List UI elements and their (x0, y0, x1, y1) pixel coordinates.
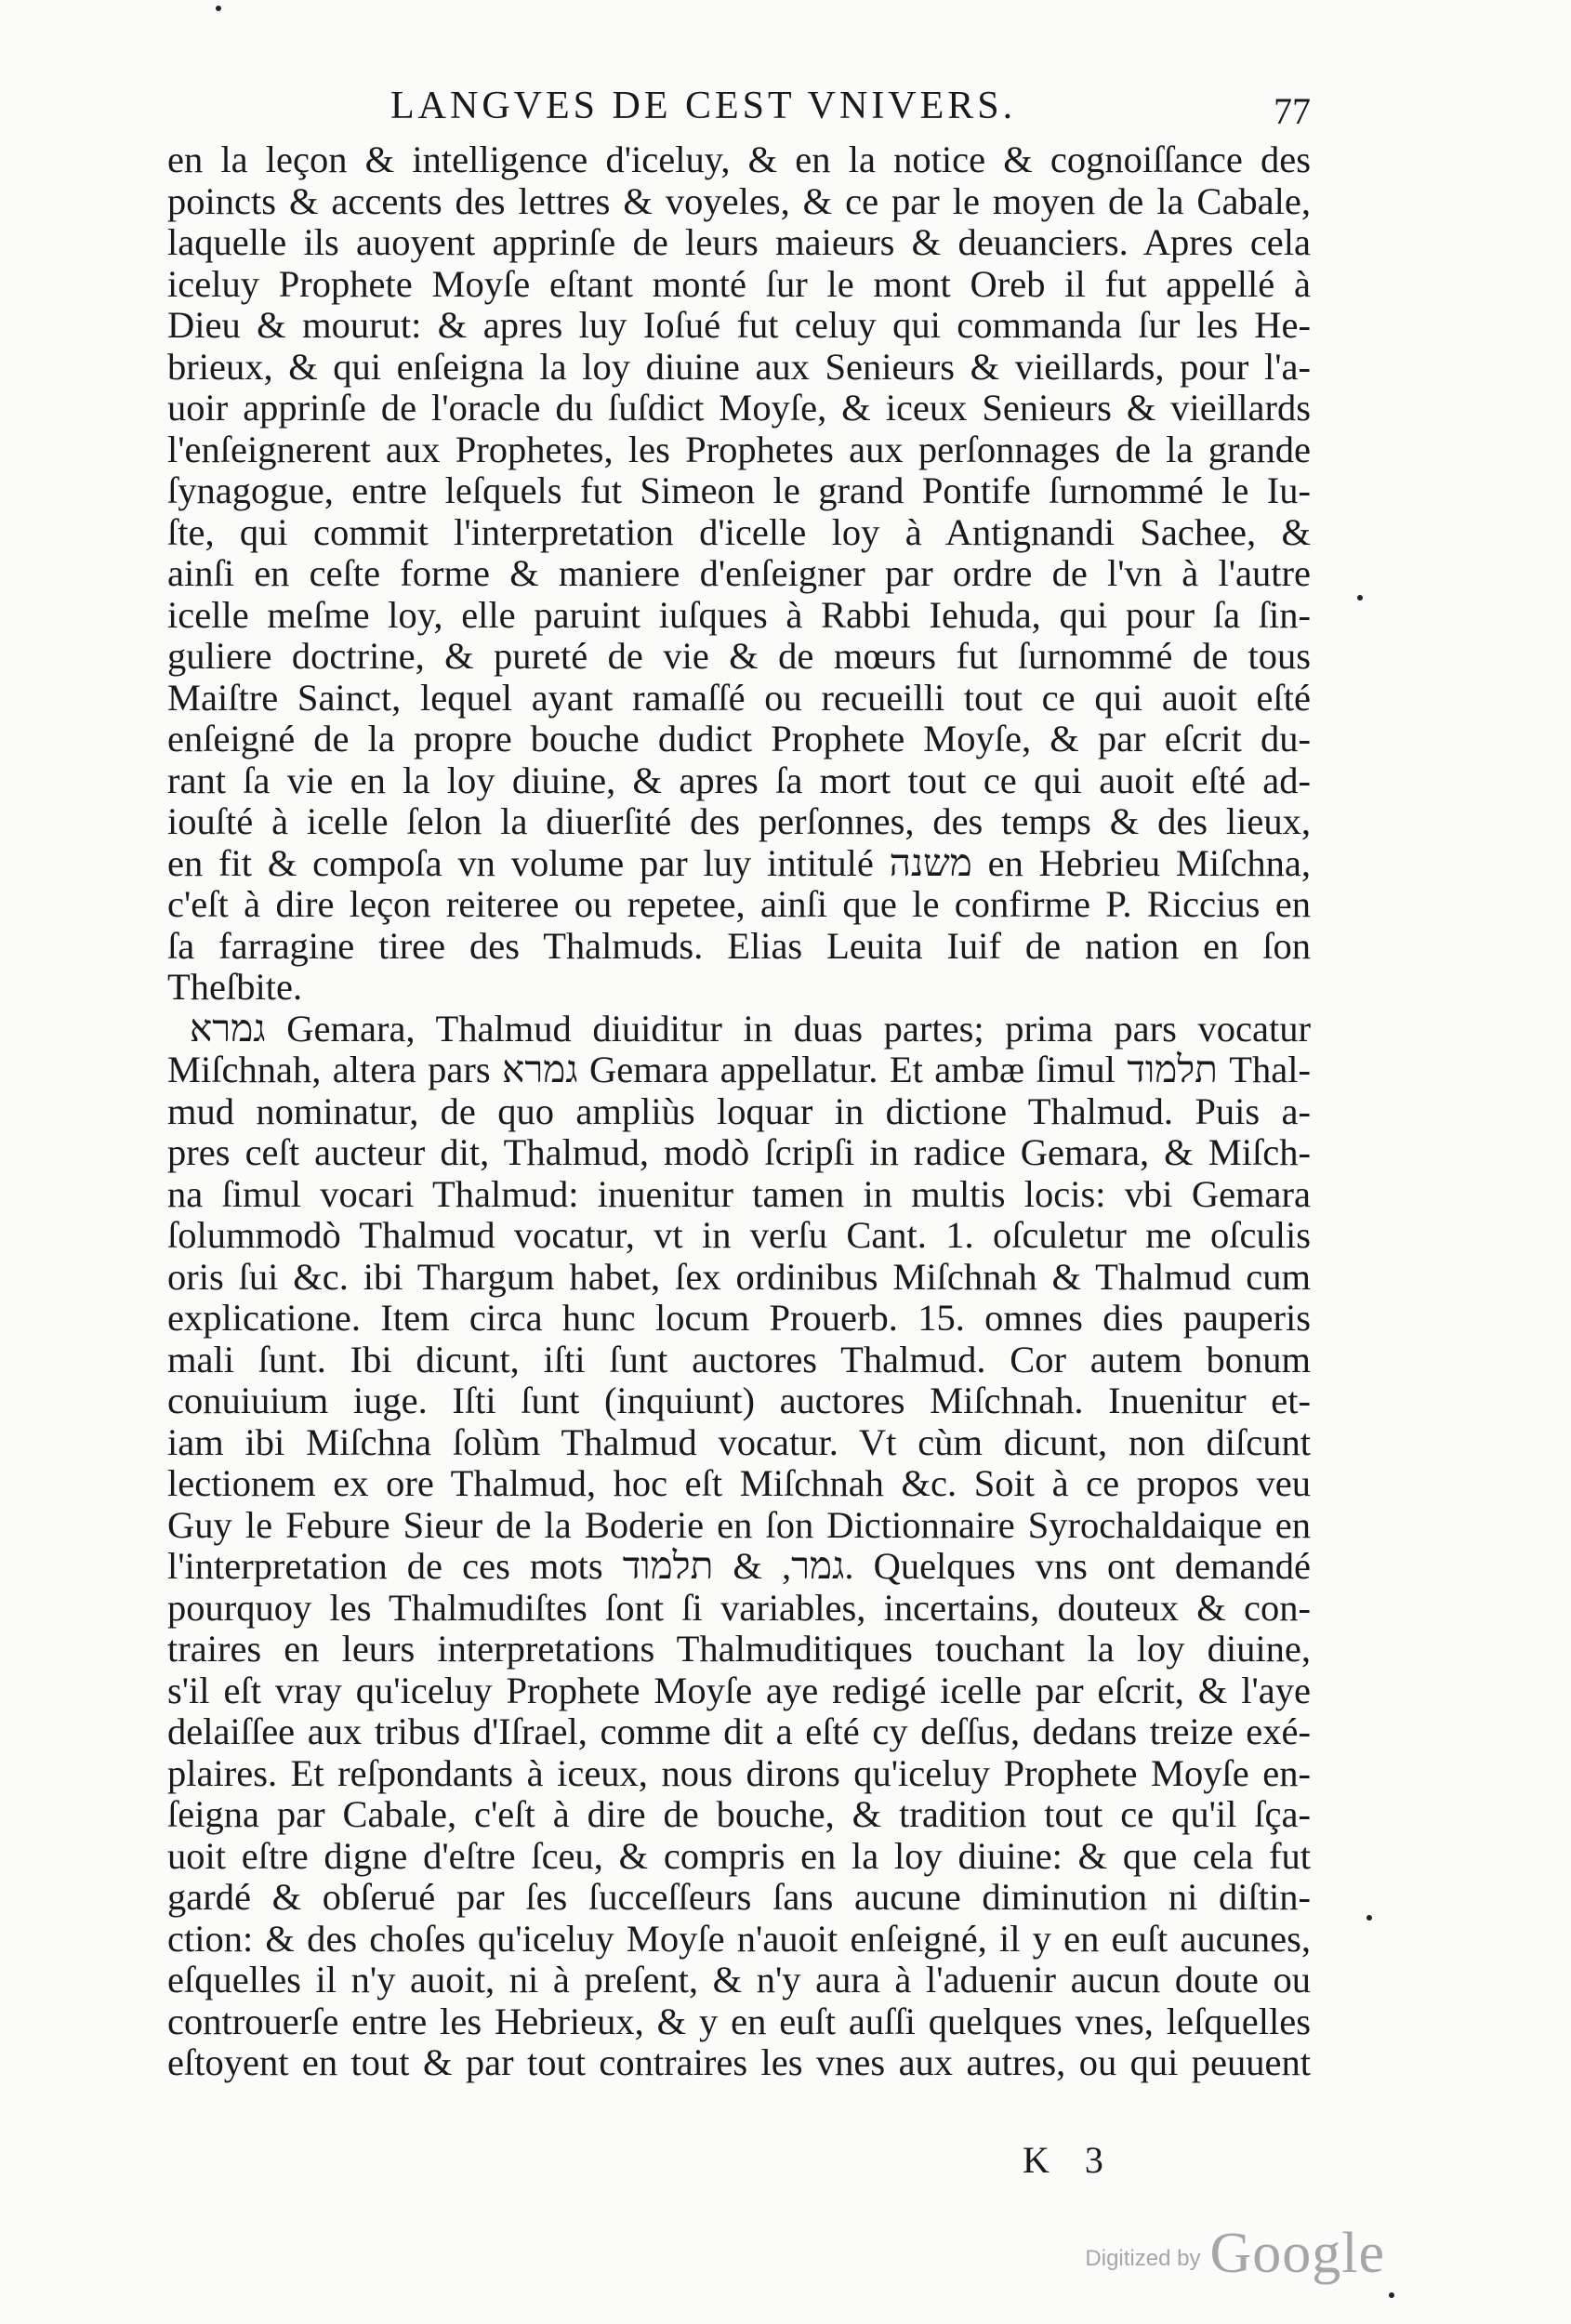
text-line: Maiſtre Sainct, lequel ayant ramaſſé ou recueilli tout ce qui auoit eſté (167, 677, 1311, 719)
text-line: pourquoy les Thalmudiſtes ſont ſi variables, incertains, douteux & con- (167, 1587, 1311, 1629)
text-line: Dieu & mourut: & apres luy Ioſué fut celuy qui commanda ſur les He- (167, 305, 1311, 346)
text-line: oris ſui &c. ibi Thargum habet, ſex ordinibus Miſchnah & Thalmud cum (167, 1256, 1311, 1298)
text-line: c'eſt à dire leçon reiteree ou repetee, ainſi que le confirme P. Riccius en (167, 884, 1311, 925)
page-number: 77 (1274, 90, 1311, 132)
text-line: iam ibi Miſchna ſolùm Thalmud vocatur. Vt cùm dicunt, non diſcunt (167, 1421, 1311, 1463)
text-line: iouſté à icelle ſelon la diuerſité des perſonnes, des temps & des lieux, (167, 801, 1311, 842)
text-line: ſeigna par Cabale, c'eſt à dire de bouche, & tradition tout ce qu'il ſça- (167, 1794, 1311, 1835)
text-line: Miſchnah, altera pars גמרא Gemara appellatur. Et ambæ ſimul תלמוד Thal- (167, 1050, 1311, 1090)
text-line: ſynagogue, entre leſquels fut Simeon le grand Pontife ſurnommé le Iu- (167, 470, 1311, 511)
text-line: pres ceſt aucteur dit, Thalmud, modò ſcripſi in radice Gemara, & Miſch- (167, 1132, 1311, 1173)
text-line: iceluy Prophete Moyſe eſtant monté ſur le mont Oreb il fut appellé à (167, 263, 1311, 305)
text-line: brieux, & qui enſeigna la loy diuine aux Senieurs & vieillards, pour l'a- (167, 346, 1311, 388)
text-line: uoit eſtre digne d'eſtre ſceu, & compris en la loy diuine: & que cela fut (167, 1835, 1311, 1877)
text-line: poincts & accents des lettres & voyeles, & ce par le moyen de la Cabale, (167, 180, 1311, 222)
text-line: ction: & des choſes qu'iceluy Moyſe n'auoit enſeigné, il y en euſt aucunes, (167, 1918, 1311, 1960)
google-logo: Google (1209, 2222, 1385, 2285)
text-line: eſquelles il n'y auoit, ni à preſent, & n'y aura à l'aduenir aucun doute ou (167, 1960, 1311, 2000)
text-line: Theſbite. (167, 967, 303, 1008)
text-line: ſolummodò Thalmud vocatur, vt in verſu Cant. 1. oſculetur me oſculis (167, 1215, 1311, 1256)
text-line: eſtoyent en tout & par tout contraires les vnes aux autres, ou qui peuuent (167, 2042, 1311, 2083)
text-line: l'enſeignerent aux Prophetes, les Prophetes aux perſonnages de la grande (167, 429, 1311, 470)
text-line: mud nominatur, de quo ampliùs loquar in dictione Thalmud. Puis a- (167, 1090, 1311, 1132)
print-speck (216, 6, 221, 11)
text-line: laquelle ils auoyent apprinſe de leurs maieurs & deuanciers. Apres cela (167, 222, 1311, 263)
text-line: gardé & obſerué par ſes ſucceſſeurs ſans aucune diminution ni diſtin- (167, 1877, 1311, 1918)
text-line: uoir apprinſe de l'oracle du ſuſdict Moyſe, & iceux Senieurs & vieillards (167, 388, 1311, 429)
text-line: conuiuium iuge. Iſti ſunt (inquiunt) auctores Miſchnah. Inuenitur et- (167, 1380, 1311, 1421)
text-line: Guy le Febure Sieur de la Boderie en ſon Dictionnaire Syrochaldaique en (167, 1504, 1311, 1546)
text-line: enſeigné de la propre bouche dudict Prophete Moyſe, & par eſcrit du- (167, 719, 1311, 759)
text-line: lectionem ex ore Thalmud, hoc eſt Miſchnah &c. Soit à ce propos veu (167, 1463, 1311, 1504)
print-speck (1366, 1915, 1372, 1921)
digitized-by-label: Digitized by (1085, 2246, 1201, 2271)
text-line: en la leçon & intelligence d'iceluy, & en la notice & cognoiſſance des (167, 139, 1311, 180)
text-line: guliere doctrine, & pureté de vie & de mœurs fut ſurnommé de tous (167, 636, 1311, 677)
text-line: en fit & compoſa vn volume par luy intitulé משנה en Hebrieu Miſchna, (167, 842, 1311, 884)
text-line: s'il eſt vray qu'iceluy Prophete Moyſe aye redigé icelle par eſcrit, & l'aye (167, 1670, 1311, 1711)
text-line: delaiſſee aux tribus d'Iſrael, comme dit a eſté cy deſſus, dedans treize exé- (167, 1711, 1311, 1752)
text-line: controuerſe entre les Hebrieux, & y en euſt auſſi quelques vnes, leſquelles (167, 2000, 1311, 2042)
signature-mark: K 3 (1023, 2139, 1116, 2181)
print-speck (1389, 2292, 1394, 2298)
text-line: ſte, qui commit l'interpretation d'icelle loy à Antignandi Sachee, & (167, 511, 1311, 553)
page-header (167, 84, 1311, 139)
text-line: icelle meſme loy, elle paruint iuſques à Rabbi Iehuda, qui pour ſa ſin- (167, 594, 1311, 636)
digitization-footer (1085, 2212, 1385, 2287)
print-speck (1357, 595, 1363, 601)
text-line: rant ſa vie en la loy diuine, & apres ſa mort tout ce qui auoit eſté ad- (167, 759, 1311, 801)
text-line: na ſimul vocari Thalmud: inuenitur tamen in multis locis: vbi Gemara (167, 1173, 1311, 1215)
text-line: plaires. Et reſpondants à iceux, nous dirons qu'iceluy Prophete Moyſe en- (167, 1752, 1311, 1794)
text-line: גמרא Gemara, Thalmud diuiditur in duas partes; prima pars vocatur (190, 1008, 1311, 1050)
text-line: ainſi en ceſte forme & maniere d'enſeigner par ordre de l'vn à l'autre (167, 553, 1311, 594)
body-text (167, 139, 1311, 2084)
text-line: explicatione. Item circa hunc locum Prouerb. 15. omnes dies pauperis (167, 1298, 1311, 1339)
running-title: LANGVES DE CEST VNIVERS. (390, 85, 1017, 127)
text-line: l'interpretation de ces mots גמר, & תלמוד. Quelques vns ont demandé (167, 1546, 1311, 1587)
text-line: ſa farragine tiree des Thalmuds. Elias Leuita Iuif de nation en ſon (167, 925, 1311, 967)
text-line: mali ſunt. Ibi dicunt, iſti ſunt auctores Thalmud. Cor autem bonum (167, 1339, 1311, 1380)
text-line: traires en leurs interpretations Thalmuditiques touchant la loy diuine, (167, 1629, 1311, 1670)
